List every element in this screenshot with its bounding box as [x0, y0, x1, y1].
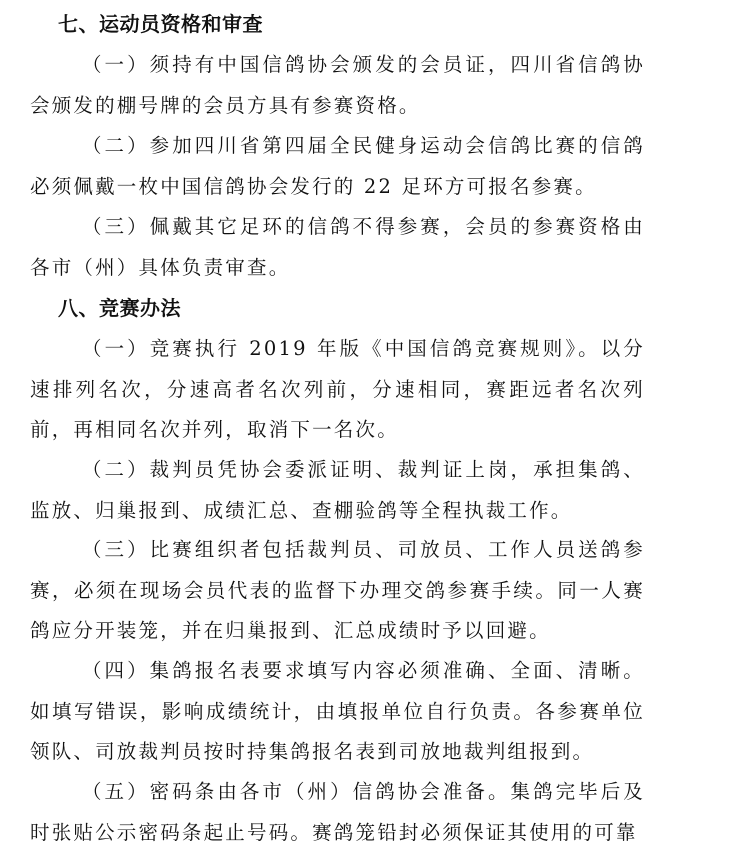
paragraph-8-1: （一）竞赛执行 2019 年版《中国信鸽竞赛规则》。以分速排列名次，分速高者名次列前，分速相同，赛距远者名次列前，再相同名次并列，取消下一名次。: [30, 337, 645, 441]
paragraph-8-3: （三）比赛组织者包括裁判员、司放员、工作人员送鸽参赛，必须在现场会员代表的监督下办理交鸽参赛手续。同一人赛鸽应分开装笼，并在归巢报到、汇总成绩时予以回避。: [30, 538, 645, 642]
paragraph-7-1: （一）须持有中国信鸽协会颁发的会员证，四川省信鸽协会颁发的棚号牌的会员方具有参赛资格。: [30, 53, 645, 117]
paragraph-8-4: （四）集鸽报名表要求填写内容必须准确、全面、清晰。如填写错误，影响成绩统计，由填报单位自行负责。各参赛单位领队、司放裁判员按时持集鸽报名表到司放地裁判组报到。: [30, 659, 645, 763]
section-heading-8: 八、竞赛办法: [58, 296, 181, 320]
paragraph-7-2: （二）参加四川省第四届全民健身运动会信鸽比赛的信鸽必须佩戴一枚中国信鸽协会发行的 22 足环方可报名参赛。: [30, 134, 645, 198]
paragraph-8-5: （五）密码条由各市（州）信鸽协会准备。集鸽完毕后及时张贴公示密码条起止号码。赛鸽笼铅封必须保证其使用的可靠: [30, 780, 645, 844]
paragraph-8-2: （二）裁判员凭协会委派证明、裁判证上岗，承担集鸽、监放、归巢报到、成绩汇总、查棚验鸽等全程执裁工作。: [30, 458, 645, 522]
paragraph-7-3: （三）佩戴其它足环的信鸽不得参赛，会员的参赛资格由各市（州）具体负责审查。: [30, 215, 645, 279]
section-heading-7: 七、运动员资格和审查: [58, 12, 263, 36]
